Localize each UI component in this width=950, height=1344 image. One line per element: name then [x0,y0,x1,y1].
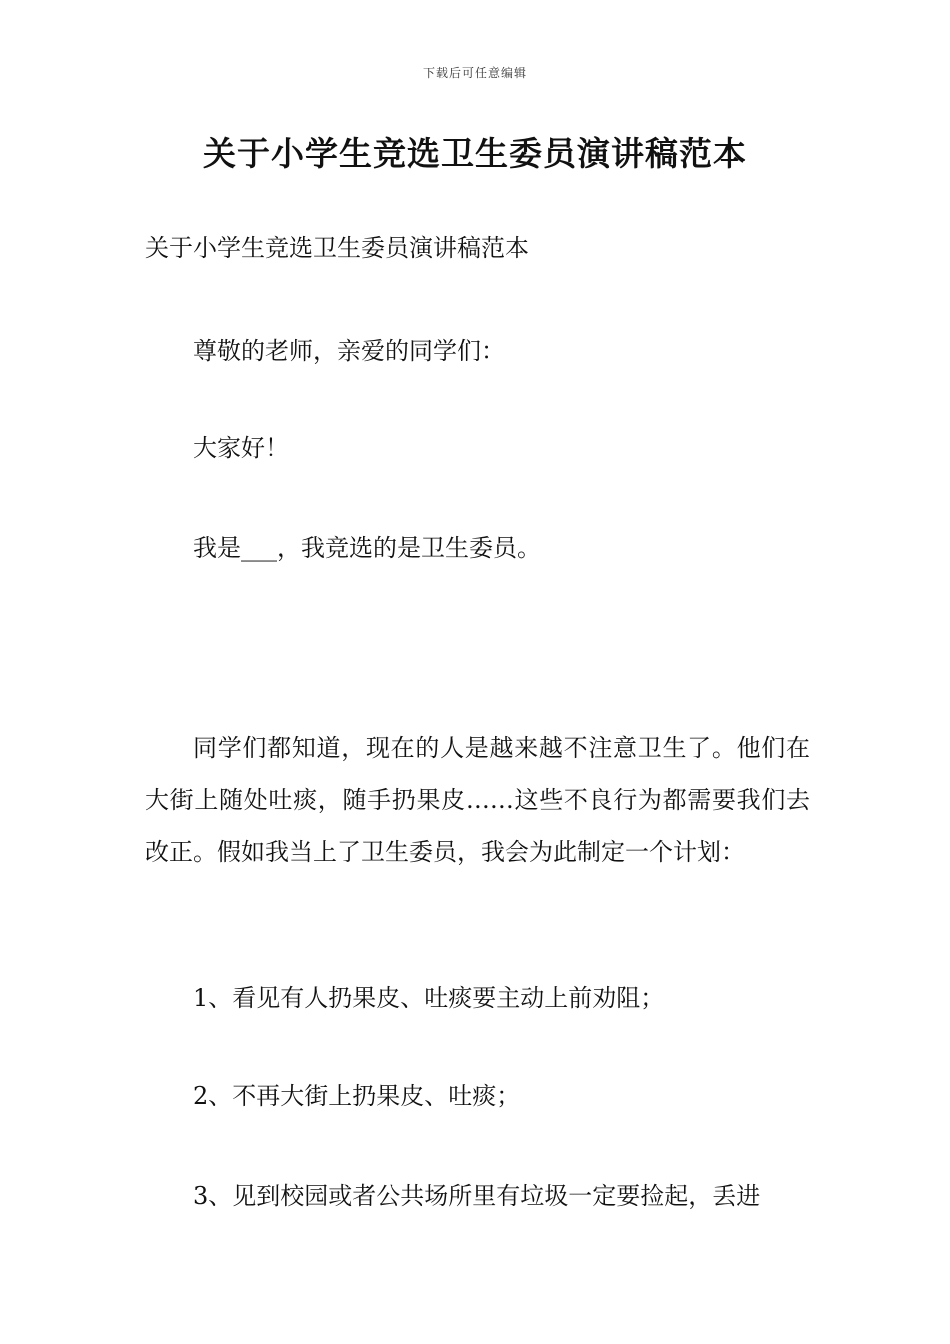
paragraph-body: 同学们都知道，现在的人是越来越不注意卫生了。他们在大街上随处吐痰，随手扔果皮……这些不良行为都需要我们去改正。假如我当上了卫生委员，我会为此制定一个计划： [145,734,810,866]
list-item-2: 2、不再大街上扔果皮、吐痰； [193,1082,521,1110]
paragraph-subtitle: 关于小学生竞选卫生委员演讲稿范本 [145,234,529,262]
paragraph-hello: 大家好！ [193,434,289,462]
paragraph-intro: 我是___，我竞选的是卫生委员。 [193,534,541,562]
paragraph-greeting: 尊敬的老师，亲爱的同学们： [193,337,505,365]
header-note: 下载后可任意编辑 [422,66,527,80]
document-title: 关于小学生竞选卫生委员演讲稿范本 [203,134,747,173]
list-item-1: 1、看见有人扔果皮、吐痰要主动上前劝阻； [193,984,665,1012]
list-item-3: 3、见到校园或者公共场所里有垃圾一定要捡起，丢进 [193,1182,761,1210]
